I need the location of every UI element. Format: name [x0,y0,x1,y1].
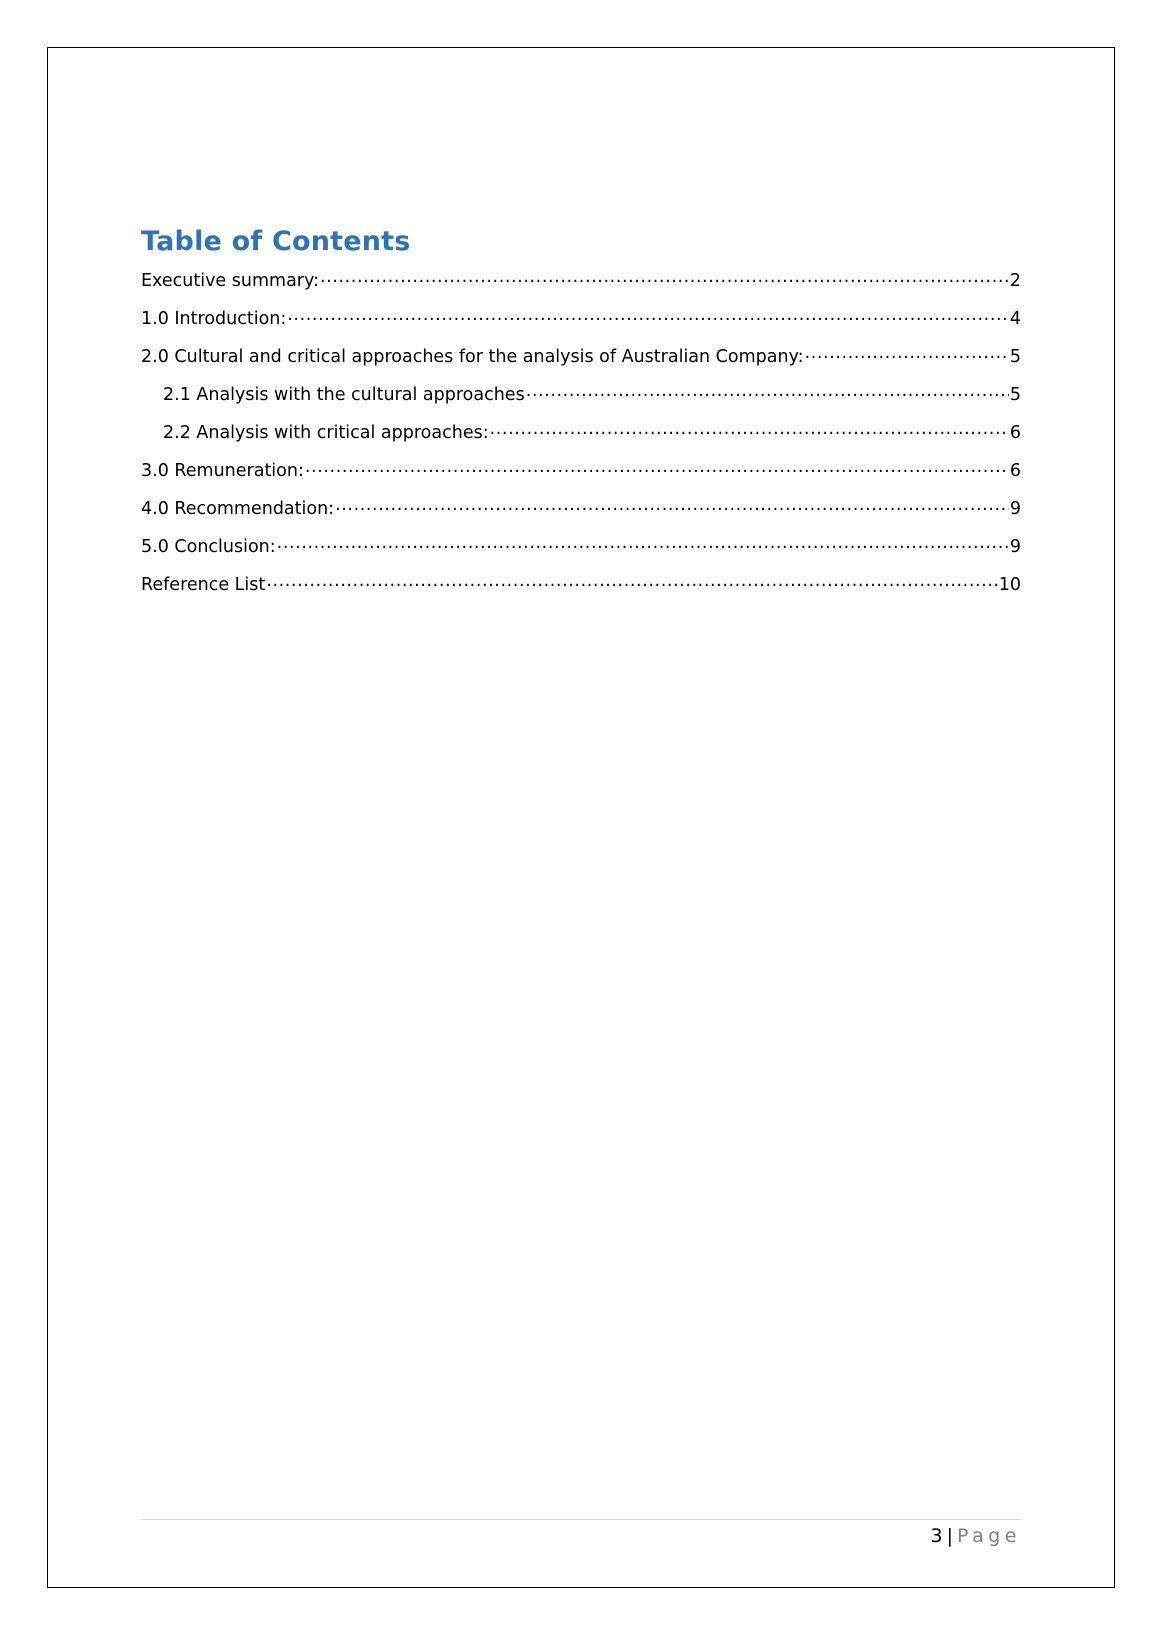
toc-entry-reference-list[interactable] [141,572,1021,610]
toc-entry-label: 4.0 Recommendation: [141,499,335,519]
toc-entry-page: 6 [1009,461,1021,481]
toc-entry-page: 5 [1009,347,1021,367]
toc-entry-page: 5 [1009,385,1021,405]
toc-entry-page: 4 [1009,309,1021,329]
toc-dot-leader [805,345,1009,363]
toc-entry-label: 3.0 Remuneration: [141,461,304,481]
toc-entry-page: 6 [1009,423,1021,443]
toc-entry-executive-summary[interactable] [141,268,1021,306]
toc-dot-leader [490,421,1009,439]
toc-entry-label: Executive summary: [141,271,319,291]
toc-entry-label: 2.1 Analysis with the cultural approaches [163,385,525,405]
toc-entry-label: 1.0 Introduction: [141,309,287,329]
toc-dot-leader [287,307,1009,325]
page-footer [141,1523,1021,1549]
toc-dot-leader [277,535,1009,553]
toc-dot-leader [305,459,1009,477]
toc-entry-remuneration[interactable] [141,458,1021,496]
toc-entry-page: 9 [1009,499,1021,519]
toc-entry-cultural-approaches[interactable] [141,382,1021,420]
toc-dot-leader [320,269,1009,287]
toc-entry-label: 2.0 Cultural and critical approaches for the analysis of Australian Company: [141,347,804,367]
page-content [141,222,1021,610]
toc-entry-label: 2.2 Analysis with critical approaches: [163,423,489,443]
toc-dot-leader [266,573,997,591]
toc-list [141,268,1021,610]
toc-entry-recommendation[interactable] [141,496,1021,534]
footer-page-word: Page [957,1525,1021,1547]
footer-page-number: 3 [930,1525,943,1547]
toc-entry-page: 10 [998,575,1021,595]
toc-heading: Table of Contents [141,226,411,257]
toc-entry-critical-approaches[interactable] [141,420,1021,458]
toc-entry-cultural-critical-approaches[interactable] [141,344,1021,382]
toc-dot-leader [526,383,1009,401]
toc-entry-page: 9 [1009,537,1021,557]
toc-entry-label: 5.0 Conclusion: [141,537,276,557]
footer-divider [141,1519,1021,1520]
toc-entry-conclusion[interactable] [141,534,1021,572]
toc-entry-introduction[interactable] [141,306,1021,344]
toc-entry-page: 2 [1009,271,1021,291]
toc-entry-label: Reference List [141,575,266,595]
toc-dot-leader [335,497,1009,515]
footer-separator: | [946,1525,953,1547]
